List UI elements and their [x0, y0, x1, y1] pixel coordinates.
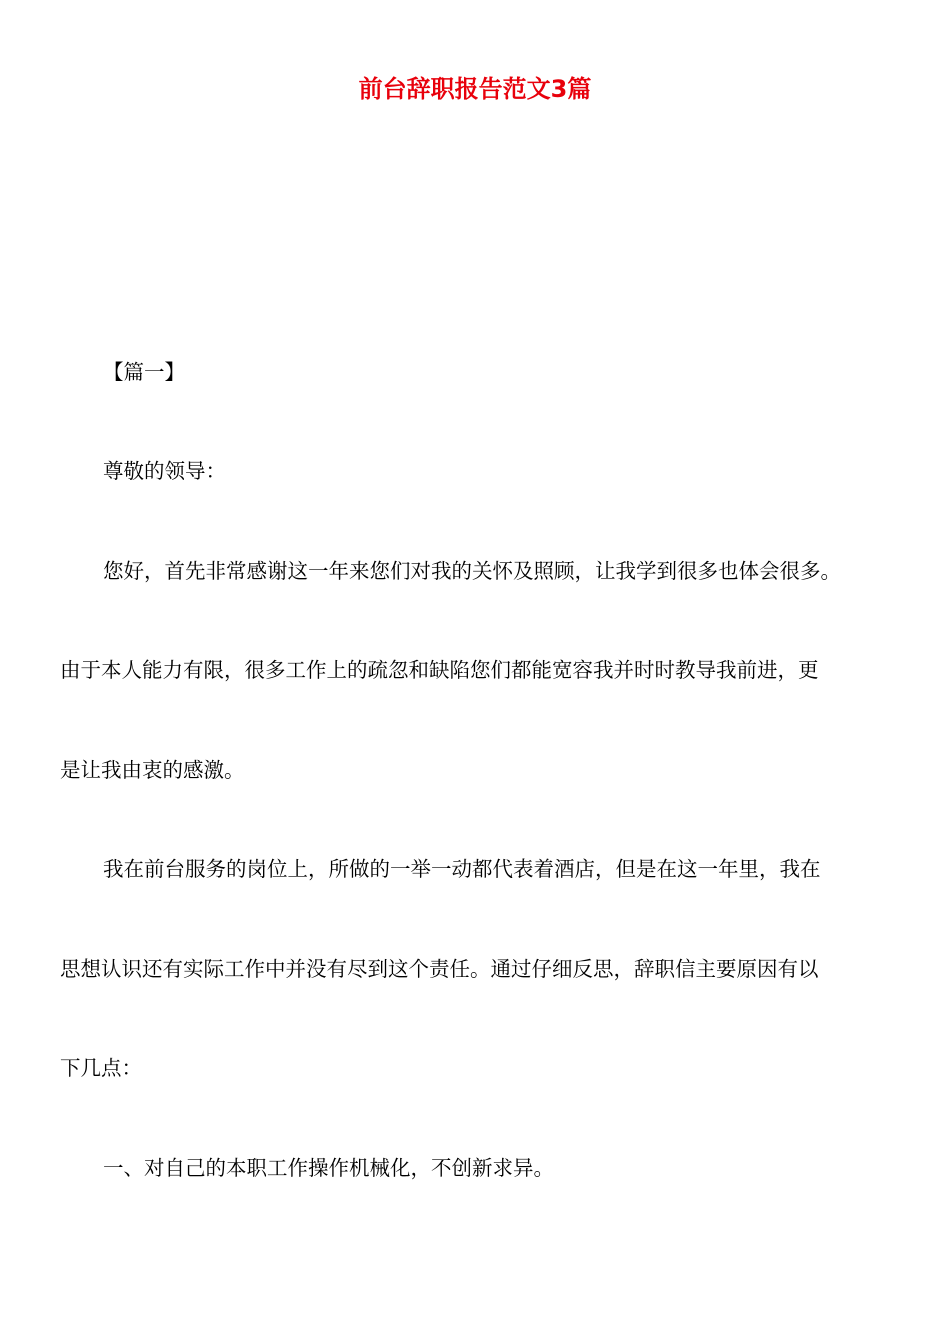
document-title: 前台辞职报告范文3篇: [358, 75, 592, 103]
salutation: 尊敬的领导：: [103, 459, 226, 483]
paragraph-line: 我在前台服务的岗位上，所做的一举一动都代表着酒店，但是在这一年里，我在: [103, 857, 821, 881]
list-item: 一、对自己的本职工作操作机械化，不创新求异。: [103, 1156, 554, 1180]
paragraph-line: 下几点：: [60, 1056, 142, 1080]
section-heading: 【篇一】: [103, 360, 185, 384]
paragraph-line: 由于本人能力有限，很多工作上的疏忽和缺陷您们都能宽容我并时时教导我前进，更: [60, 658, 819, 682]
paragraph-line: 是让我由衷的感激。: [60, 758, 245, 782]
paragraph-line: 思想认识还有实际工作中并没有尽到这个责任。通过仔细反思，辞职信主要原因有以: [60, 957, 819, 981]
paragraph-line: 您好，首先非常感谢这一年来您们对我的关怀及照顾，让我学到很多也体会很多。: [103, 559, 841, 583]
